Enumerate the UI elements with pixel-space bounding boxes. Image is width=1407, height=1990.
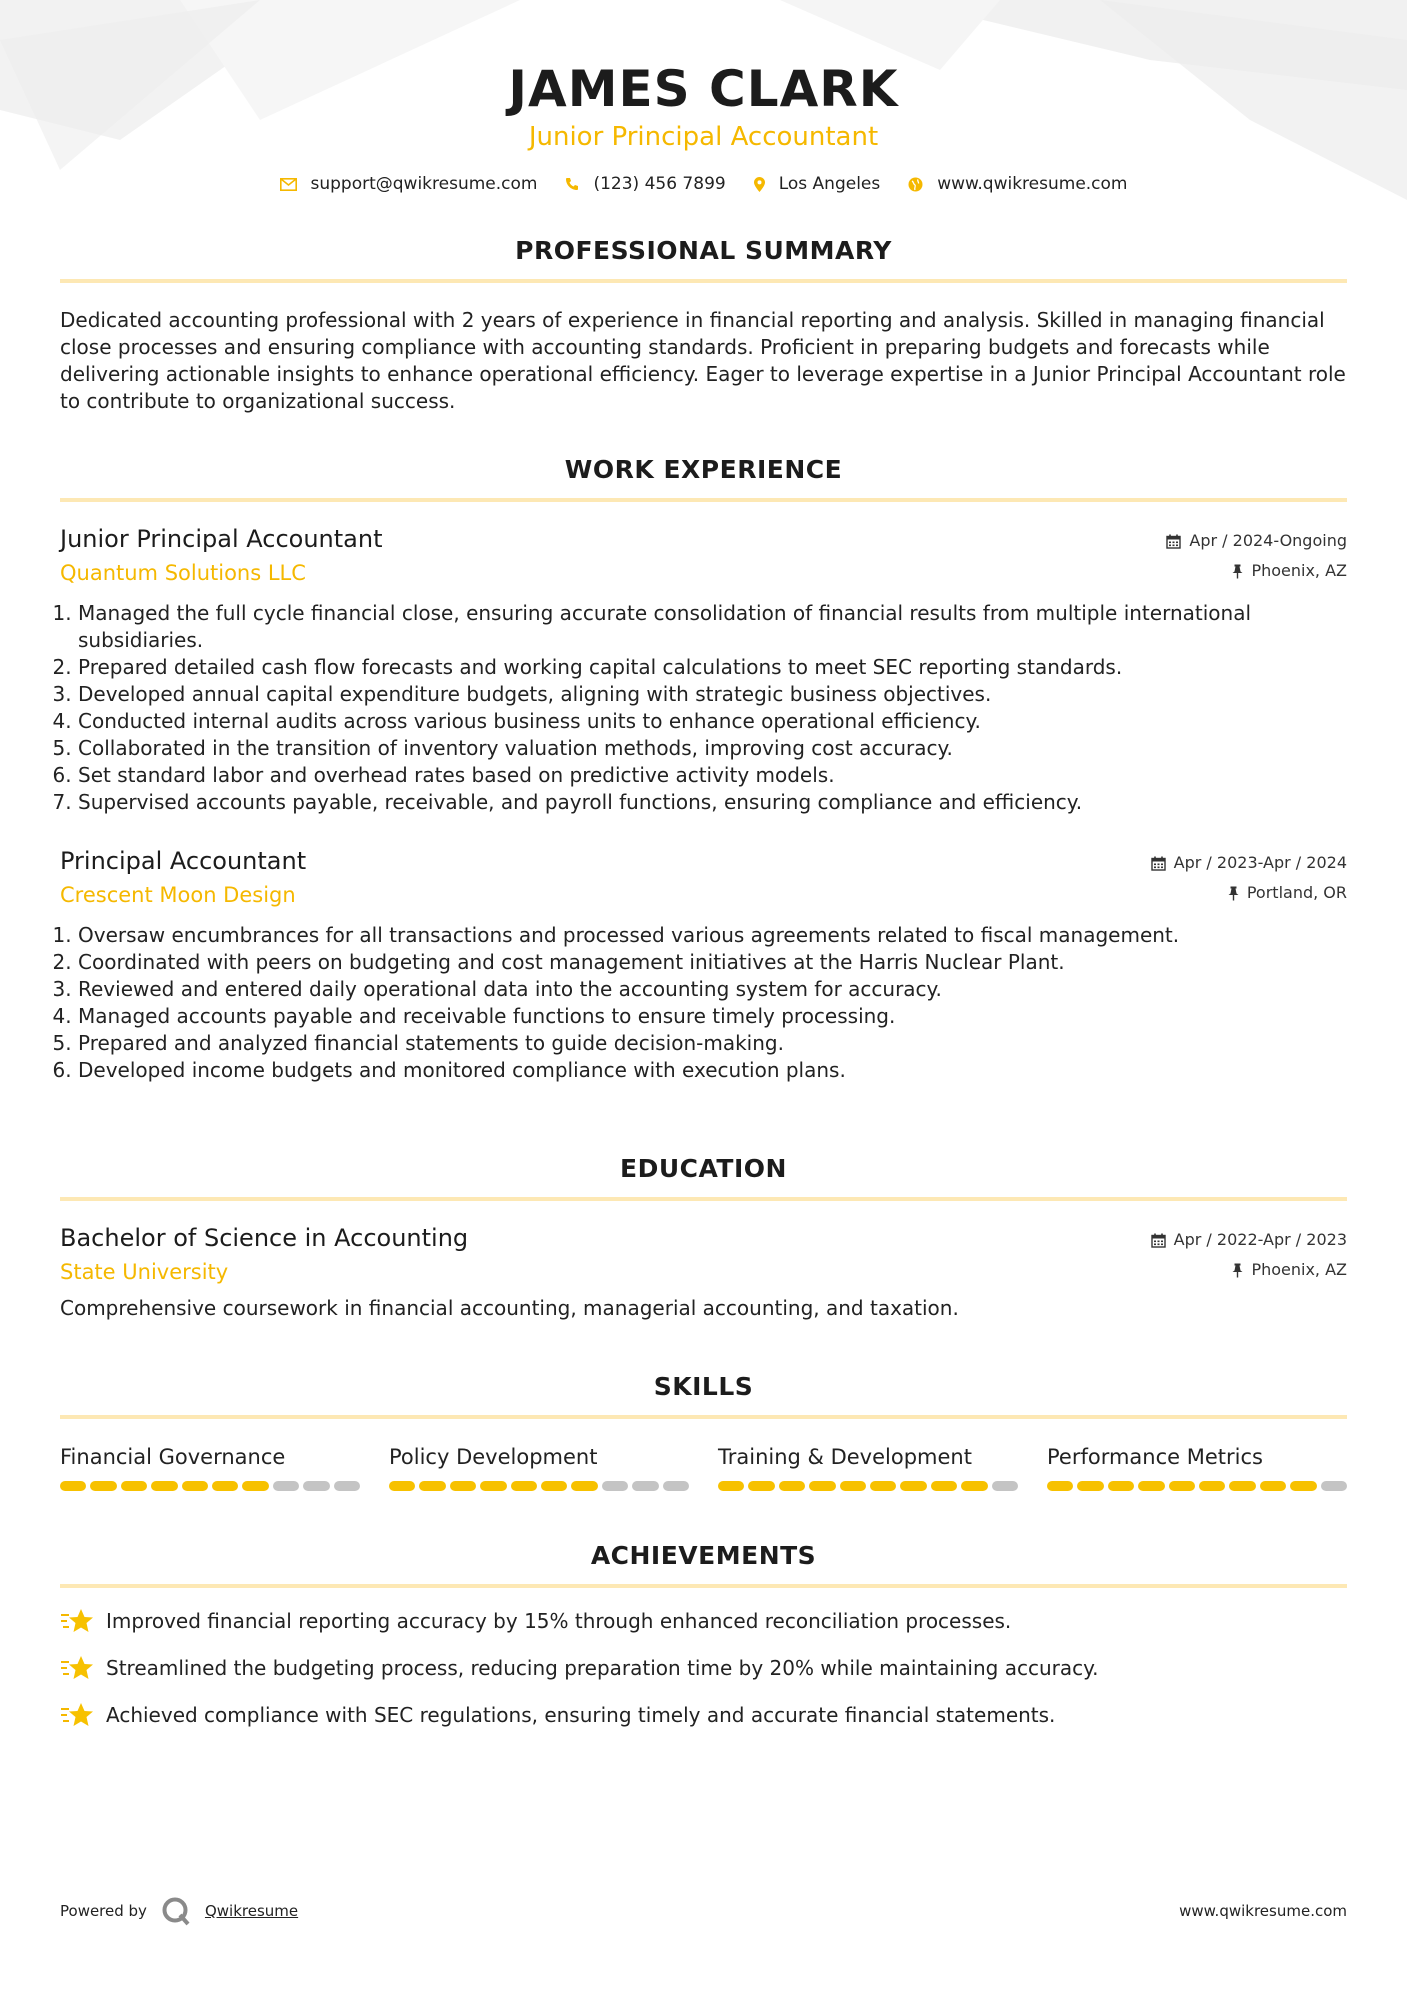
skill-segment: [809, 1481, 835, 1491]
phone-icon: [565, 177, 579, 191]
job-dates: Apr / 2023-Apr / 2024: [1173, 853, 1347, 872]
achievements-section: [60, 1541, 1347, 1730]
skill-segment: [182, 1481, 208, 1491]
map-pin-icon: [754, 177, 765, 192]
skill-segment: [450, 1481, 476, 1491]
skill-segment: [1138, 1481, 1164, 1491]
skill-item: [1047, 1443, 1347, 1491]
skill-segment: [1108, 1481, 1134, 1491]
summary-section: [60, 236, 1347, 415]
summary-heading: PROFESSIONAL SUMMARY: [60, 236, 1347, 283]
job-bullets: [60, 922, 1347, 1084]
job-entry: [60, 524, 1347, 816]
bullet-item: 6. Developed income budgets and monitored compliance with execution plans.: [78, 1057, 1347, 1084]
bullet-item: 2. Prepared detailed cash flow forecasts and working capital calculations to meet SEC reporting standards.: [78, 654, 1347, 681]
skill-segment: [718, 1481, 744, 1491]
education-location: Phoenix, AZ: [1251, 1260, 1347, 1279]
skill-segment: [419, 1481, 445, 1491]
skill-segment: [840, 1481, 866, 1491]
skill-name: Financial Governance: [60, 1445, 286, 1469]
experience-section: [60, 455, 1347, 1084]
skill-segment: [663, 1481, 689, 1491]
skill-segment: [632, 1481, 658, 1491]
skill-name: Training & Development: [718, 1445, 972, 1469]
bullet-item: 1. Managed the full cycle financial close, ensuring accurate consolidation of financial results from multiple international subsidiaries.: [78, 600, 1347, 654]
achievement-text: Achieved compliance with SEC regulations, ensuring timely and accurate financial statements.: [106, 1702, 1056, 1727]
footer-website[interactable]: www.qwikresume.com: [1179, 1902, 1347, 1920]
contact-website[interactable]: [908, 174, 1127, 194]
envelope-icon: [280, 178, 297, 191]
website-text: www.qwikresume.com: [937, 174, 1128, 194]
powered-by: [60, 1896, 298, 1926]
skill-segment: [212, 1481, 238, 1491]
contact-bar: [0, 174, 1407, 194]
skill-item: [389, 1443, 689, 1491]
contact-location: [754, 174, 881, 194]
powered-label: Powered by: [60, 1902, 147, 1920]
skill-segment: [1169, 1481, 1195, 1491]
star-icon: [60, 1653, 94, 1683]
job-dates: Apr / 2024-Ongoing: [1189, 531, 1347, 550]
skills-grid: [60, 1443, 1347, 1491]
experience-heading: WORK EXPERIENCE: [60, 455, 1347, 502]
skill-segment: [480, 1481, 506, 1491]
job-bullets: [60, 600, 1347, 816]
pushpin-icon: [1228, 886, 1239, 901]
skill-segment: [931, 1481, 957, 1491]
bullet-item: 7. Supervised accounts payable, receivable, and payroll functions, ensuring compliance and efficiency.: [78, 789, 1347, 816]
achievements-list: [60, 1606, 1347, 1730]
contact-phone[interactable]: [565, 174, 725, 194]
skills-heading: SKILLS: [60, 1372, 1347, 1419]
calendar-icon: [1166, 534, 1181, 549]
skill-segment: [900, 1481, 926, 1491]
qwikresume-logo-icon: [161, 1896, 191, 1926]
pushpin-icon: [1232, 564, 1243, 579]
education-section: [60, 1154, 1347, 1322]
skill-level-bar: [1047, 1481, 1347, 1491]
degree-title: Bachelor of Science in Accounting: [60, 1224, 469, 1252]
brand-link[interactable]: Qwikresume: [204, 1902, 299, 1920]
phone-text: (123) 456 7899: [593, 174, 726, 194]
star-icon: [60, 1606, 94, 1636]
achievement-item: [60, 1653, 1347, 1683]
skill-segment: [303, 1481, 329, 1491]
contact-email[interactable]: [280, 174, 538, 194]
job-location: Phoenix, AZ: [1251, 561, 1347, 580]
skill-level-bar: [718, 1481, 1018, 1491]
skill-segment: [273, 1481, 299, 1491]
bullet-item: 3. Reviewed and entered daily operational data into the accounting system for accuracy.: [78, 976, 1347, 1003]
achievement-text: Improved financial reporting accuracy by 15% through enhanced reconciliation processes.: [106, 1608, 1012, 1633]
skill-segment: [1321, 1481, 1347, 1491]
skill-segment: [511, 1481, 537, 1491]
skill-segment: [1077, 1481, 1103, 1491]
email-text: support@qwikresume.com: [310, 174, 538, 194]
skill-segment: [870, 1481, 896, 1491]
location-text: Los Angeles: [778, 174, 881, 194]
job-entry: [60, 846, 1347, 1084]
skill-segment: [1229, 1481, 1255, 1491]
page-footer: [60, 1896, 1347, 1926]
skill-segment: [748, 1481, 774, 1491]
bullet-item: 2. Coordinated with peers on budgeting and cost management initiatives at the Harris Nuclear Plant.: [78, 949, 1347, 976]
achievement-text: Streamlined the budgeting process, reducing preparation time by 20% while maintaining accuracy.: [106, 1655, 1099, 1680]
skill-level-bar: [60, 1481, 360, 1491]
skill-segment: [1290, 1481, 1316, 1491]
skill-segment: [151, 1481, 177, 1491]
achievement-item: [60, 1700, 1347, 1730]
candidate-name: JAMES CLARK: [508, 60, 899, 118]
skill-segment: [1199, 1481, 1225, 1491]
bullet-item: 5. Collaborated in the transition of inventory valuation methods, improving cost accuracy.: [78, 735, 1347, 762]
skill-segment: [602, 1481, 628, 1491]
skill-item: [60, 1443, 360, 1491]
skill-segment: [541, 1481, 567, 1491]
achievement-item: [60, 1606, 1347, 1636]
education-dates: Apr / 2022-Apr / 2023: [1173, 1230, 1347, 1249]
skill-segment: [571, 1481, 597, 1491]
skills-section: [60, 1372, 1347, 1491]
bullet-item: 4. Managed accounts payable and receivable functions to ensure timely processing.: [78, 1003, 1347, 1030]
education-description: Comprehensive coursework in financial accounting, managerial accounting, and taxation.: [60, 1296, 959, 1320]
job-title: Principal Accountant: [60, 847, 307, 875]
skill-segment: [60, 1481, 86, 1491]
skill-name: Performance Metrics: [1047, 1445, 1263, 1469]
bullet-item: 4. Conducted internal audits across various business units to enhance operational efficiency.: [78, 708, 1347, 735]
skill-segment: [389, 1481, 415, 1491]
bullet-item: 3. Developed annual capital expenditure budgets, aligning with strategic business objectives.: [78, 681, 1347, 708]
skill-segment: [992, 1481, 1018, 1491]
skill-level-bar: [389, 1481, 689, 1491]
summary-text: Dedicated accounting professional with 2 years of experience in financial reporting and analysis. Skilled in managing financial close processes and ensuring compliance with accounting standards. Proficient in preparing budgets and forecasts while delivering actionable insights to enhance operational efficiency. Eager to leverage expertise in a Junior Principal Accountant role to contribute to organizational success.: [60, 308, 1346, 413]
skill-item: [718, 1443, 1018, 1491]
bullet-item: 1. Oversaw encumbrances for all transactions and processed various agreements related to fiscal management.: [78, 922, 1347, 949]
resume-header: [0, 0, 1407, 194]
education-entry: [60, 1223, 1347, 1322]
skill-segment: [779, 1481, 805, 1491]
company-name: Crescent Moon Design: [60, 883, 296, 907]
skill-segment: [242, 1481, 268, 1491]
calendar-icon: [1151, 1233, 1166, 1248]
company-name: Quantum Solutions LLC: [60, 561, 306, 585]
skill-segment: [961, 1481, 987, 1491]
pushpin-icon: [1232, 1263, 1243, 1278]
skill-segment: [1260, 1481, 1286, 1491]
skill-segment: [90, 1481, 116, 1491]
bullet-item: 5. Prepared and analyzed financial statements to guide decision-making.: [78, 1030, 1347, 1057]
globe-icon: [908, 177, 923, 192]
skill-segment: [334, 1481, 360, 1491]
school-name: State University: [60, 1260, 229, 1284]
calendar-icon: [1151, 856, 1166, 871]
education-heading: EDUCATION: [60, 1154, 1347, 1201]
skill-segment: [121, 1481, 147, 1491]
achievements-heading: ACHIEVEMENTS: [60, 1541, 1347, 1588]
skill-name: Policy Development: [389, 1445, 598, 1469]
job-title: Junior Principal Accountant: [60, 525, 383, 553]
star-icon: [60, 1700, 94, 1730]
candidate-title: Junior Principal Accountant: [528, 122, 879, 152]
job-location: Portland, OR: [1246, 883, 1347, 902]
skill-segment: [1047, 1481, 1073, 1491]
bullet-item: 6. Set standard labor and overhead rates based on predictive activity models.: [78, 762, 1347, 789]
